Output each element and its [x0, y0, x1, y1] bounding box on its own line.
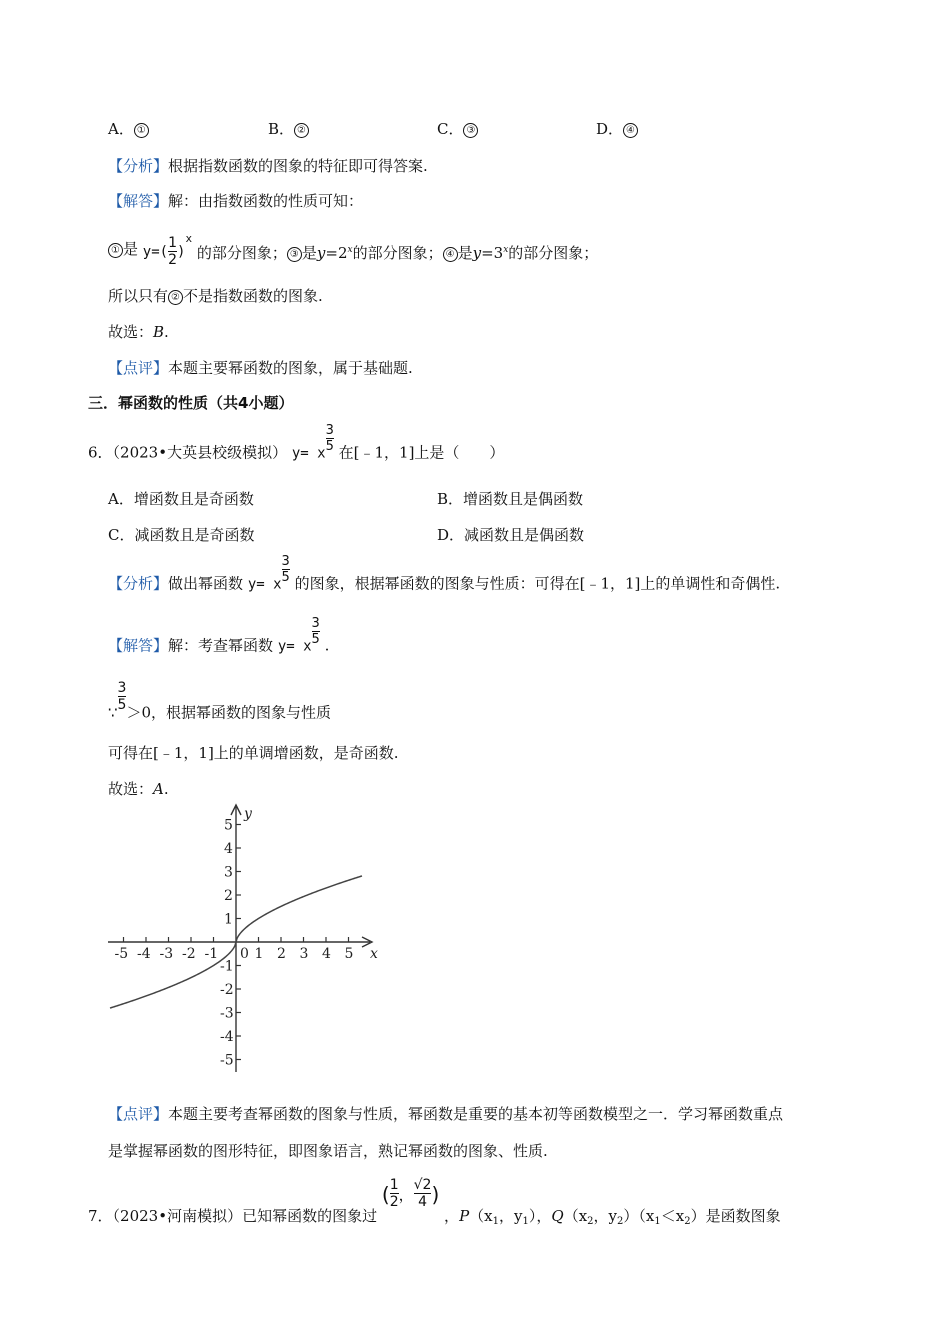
q5-solution: 【解答】解：由指数函数的性质可知： [108, 192, 364, 210]
q6-solution: 【解答】解：考查幂函数 y= x $\frac{3}{5}$ . [108, 616, 330, 655]
x-tick-label: 2 [277, 946, 286, 962]
q5-comment: 【点评】本题主要幂函数的图象，属于基础题. [108, 359, 413, 377]
q5-option-d: D． ④ [596, 118, 638, 139]
x-tick-label: 3 [299, 946, 309, 962]
q5-choose: 故选：B. [108, 323, 169, 341]
formula-half-power-x: y=( $\frac{1}{2}$ )$^x$ [142, 232, 193, 268]
y-tick-label: 4 [224, 841, 233, 857]
q6-option-d: D．减函数且是偶函数 [437, 526, 585, 544]
formula-x-three-fifths: y= x $\frac{3}{5}$ [247, 554, 290, 593]
point-coordinates: ( $\frac{1}{2}$ ， $\frac{√2}{4}$ ) [381, 1177, 440, 1211]
fraction-three-fifths: $\frac{3}{5}$ [117, 680, 127, 714]
x-tick-label: -5 [114, 946, 129, 962]
x-tick-label: 5 [344, 946, 354, 962]
section-heading: 三．幂函数的性质（共4小题） [88, 394, 294, 412]
x-tick-label: -3 [159, 946, 174, 962]
q7-stem: 7．（2023•河南模拟）已知幂函数的图象过 ( $\frac{1}{2}$ ， $\frac{√2}{4}$ ) ，$P(x_1$，$y_1$），$Q(x_2$，$y_2)(x_1<x_2)$是函数图象 [88, 1177, 781, 1227]
q5-analysis: 【分析】根据指数函数的图象的特征即可得答案. [108, 157, 428, 175]
circled-one-icon: ① [134, 123, 149, 138]
comment-tag: 【点评】 [108, 359, 169, 377]
x-tick-label: -4 [137, 946, 151, 962]
y-tick-label: 1 [224, 911, 233, 928]
q6-option-a: A．增函数且是奇函数 [108, 490, 254, 508]
q6-stem: 6．（2023•大英县校级模拟） y= x $\frac{3}{5}$ 在[﹣1，1]上是（ ） [88, 423, 505, 462]
x-tick-label: -1 [204, 946, 219, 962]
x-tick-label: -2 [182, 946, 196, 962]
q5-solution-line2: 所以只有 ② 不是指数函数的图象. [108, 287, 323, 305]
q6-option-c: C．减函数且是奇函数 [108, 526, 255, 544]
y-tick-label: -1 [220, 958, 234, 975]
power-function-graph [100, 800, 390, 1080]
q6-because: ∵ $\frac{3}{5}$ ＞0，根据幂函数的图象与性质 [108, 680, 332, 722]
y-tick-label: 3 [224, 864, 233, 881]
x-axis-label: x [370, 946, 378, 962]
q6-comment: 【点评】本题主要考查幂函数的图象与性质，幂函数是重要的基本初等函数模型之一．学习幂函数重点 [108, 1105, 784, 1123]
formula-x-three-fifths: y= x $\frac{3}{5}$ [277, 616, 320, 655]
q6-analysis: 【分析】做出幂函数 y= x $\frac{3}{5}$ 的图象，根据幂函数的图象与性质：可得在[﹣1，1]上的单调性和奇偶性. [108, 554, 781, 593]
circled-four-icon: ④ [443, 247, 458, 262]
y-tick-label: -2 [220, 982, 234, 998]
y-tick-label: -5 [220, 1052, 234, 1069]
solution-tag: 【解答】 [108, 636, 169, 655]
q5-option-a: A． ① [108, 118, 149, 139]
q6-choose: 故选：A. [108, 780, 169, 798]
circled-one-icon: ① [108, 243, 123, 258]
comment-tag: 【点评】 [108, 1105, 169, 1123]
x-tick-label: 1 [254, 946, 264, 962]
q5-option-c: C． ③ [437, 118, 478, 139]
y-tick-label: -4 [220, 1029, 234, 1045]
circled-three-icon: ③ [287, 247, 302, 262]
formula-x-three-fifths: y= x $\frac{3}{5}$ [291, 423, 334, 462]
circled-three-icon: ③ [463, 123, 478, 138]
circled-two-icon: ② [168, 290, 183, 305]
solution-tag: 【解答】 [108, 192, 169, 210]
q5-solution-line1: ① 是 y=( $\frac{1}{2}$ )$^x$ 的部分图象； ③ 是$y=2^x$的部分图象； ④ 是$y=3^x$的部分图象； [108, 232, 598, 268]
y-tick-label: -3 [220, 1005, 234, 1022]
q5-option-b: B． ② [268, 118, 309, 139]
q6-conclusion: 可得在[﹣1，1]上的单调增函数，是奇函数. [108, 744, 399, 762]
y-tick-label: 2 [224, 888, 233, 904]
x-tick-label: 4 [322, 946, 331, 962]
q6-option-b: B．增函数且是偶函数 [437, 490, 584, 508]
analysis-tag: 【分析】 [108, 574, 169, 593]
q6-comment-line2: 是掌握幂函数的图形特征，即图象语言，熟记幂函数的图象、性质. [108, 1142, 548, 1160]
circled-four-icon: ④ [623, 123, 638, 138]
y-tick-label: 5 [224, 817, 233, 834]
analysis-tag: 【分析】 [108, 157, 169, 175]
origin-label: 0 [240, 946, 249, 962]
circled-two-icon: ② [294, 123, 309, 138]
y-axis-label: y [244, 806, 252, 822]
